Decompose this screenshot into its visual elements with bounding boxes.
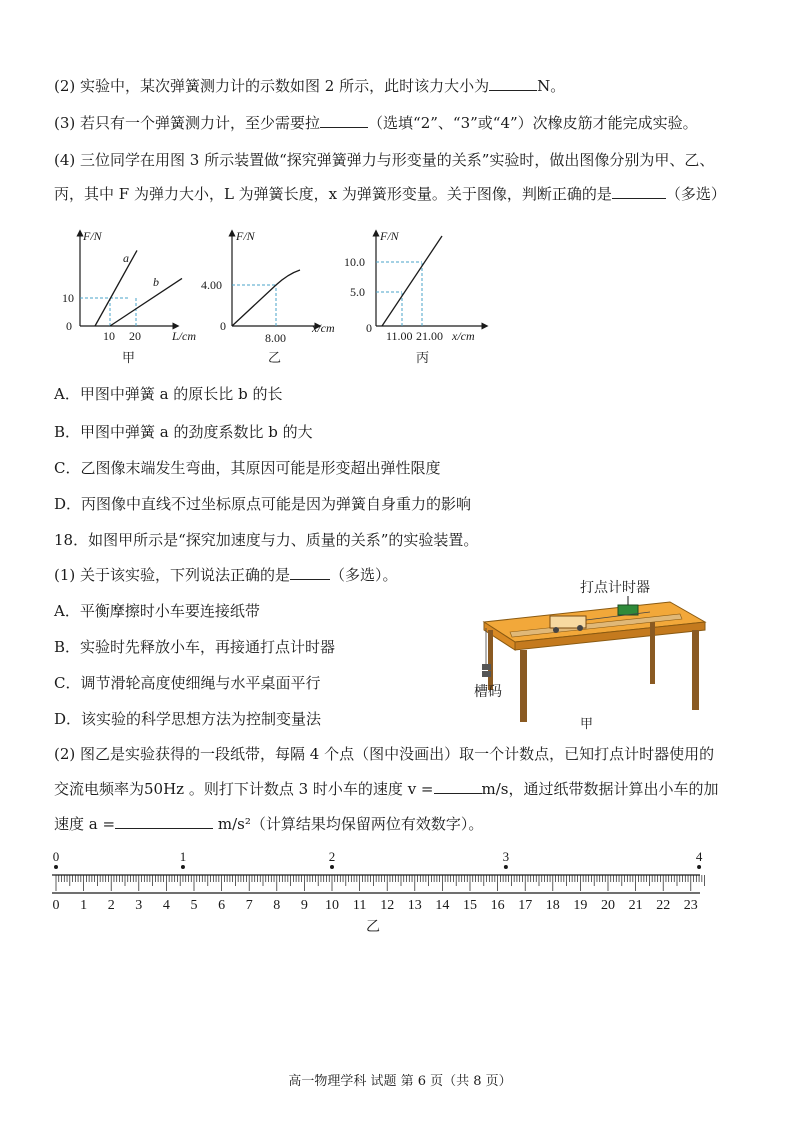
line (382, 236, 442, 326)
x-tick: 21.00 (416, 329, 443, 343)
ruler-label: 10 (325, 898, 339, 913)
ruler-label: 4 (162, 898, 170, 913)
ruler-label: 16 (490, 898, 505, 913)
graph-caption: 甲 (122, 350, 136, 365)
table-leg (488, 630, 493, 690)
count-point-label: 4 (695, 849, 703, 864)
line-a-label: a (123, 251, 129, 265)
table-leg (692, 630, 699, 710)
count-point-label: 1 (179, 849, 187, 864)
line-b (110, 278, 182, 326)
ruler-label: 11 (352, 898, 367, 913)
ruler-label: 20 (601, 898, 615, 913)
answer-blank[interactable] (290, 565, 330, 580)
count-point (697, 865, 701, 869)
count-point-label: 2 (328, 849, 336, 864)
x-tick: 11.00 (386, 329, 413, 343)
y-tick: 10.0 (344, 255, 365, 269)
tape-ruler (40, 845, 720, 935)
y-label: F/N (380, 229, 399, 243)
graph-caption: 丙 (416, 350, 430, 365)
q18-option-c[interactable]: C．调节滑轮高度使细绳与水平桌面平行 (54, 674, 321, 692)
q18-stem: 18．如图甲所示是“探究加速度与力、质量的关系”的实验装置。 (54, 531, 479, 549)
weight-piece (482, 671, 491, 677)
ruler-label: 0 (52, 898, 60, 913)
q18-option-d[interactable]: D．该实验的科学思想方法为控制变量法 (54, 710, 322, 728)
q17-part4-line1: (4) 三位同学在用图 3 所示装置做“探究弹簧弹力与形变量的关系”实验时，做出图像分别为甲、乙、 (54, 151, 715, 169)
count-point (330, 865, 334, 869)
q17-option-b[interactable]: B．甲图中弹簧 a 的劲度系数比 b 的大 (54, 423, 313, 441)
q18-part2-line3: 速度 a = m/s²（计算结果均保留两位有效数字）。 (54, 815, 484, 833)
ruler-label: 1 (80, 898, 88, 913)
ruler-label: 13 (407, 898, 422, 913)
answer-blank[interactable] (434, 779, 482, 794)
ruler-label: 5 (190, 898, 198, 913)
q17-option-d[interactable]: D．丙图像中直线不过坐标原点可能是因为弹簧自身重力的影响 (54, 495, 472, 513)
cart-wheel (553, 627, 559, 633)
y-tick: 4.00 (201, 278, 222, 292)
ruler-label: 21 (628, 898, 643, 913)
weight-label: 槽码 (474, 685, 502, 700)
x-tick: 20 (129, 329, 141, 343)
ruler-label: 22 (656, 898, 671, 913)
y-label: F/N (236, 229, 255, 243)
x-tick: 8.00 (265, 331, 286, 345)
count-point (504, 865, 508, 869)
page-footer: 高一物理学科 试题 第 6 页（共 8 页） (288, 1074, 512, 1089)
q17-part4-line2: 丙，其中 F 为弹力大小，L 为弹簧长度，x 为弹簧形变量。关于图像，判断正确的是 （多选） (54, 185, 726, 203)
q17-option-c[interactable]: C．乙图像末端发生弯曲，其原因可能是形变超出弹性限度 (54, 459, 441, 477)
ruler-label: 9 (300, 898, 308, 913)
timer-label: 打点计时器 (580, 581, 650, 596)
table-leg (650, 622, 655, 684)
ruler-label: 12 (380, 898, 395, 913)
answer-blank[interactable] (612, 184, 666, 199)
line-b-label: b (153, 275, 159, 289)
apparatus-figure (470, 572, 730, 732)
tape-caption: 乙 (366, 920, 380, 935)
ruler-label: 8 (273, 898, 281, 913)
ruler-label: 15 (463, 898, 477, 913)
x-tick: 10 (103, 329, 115, 343)
q18-option-b[interactable]: B．实验时先释放小车，再接通打点计时器 (54, 638, 336, 656)
count-point-label: 0 (52, 849, 60, 864)
line-a (95, 250, 137, 326)
graph-caption: 乙 (268, 350, 282, 365)
ruler-label: 17 (518, 898, 533, 913)
x-label: x/cm (452, 329, 475, 343)
ruler-label: 18 (545, 898, 560, 913)
answer-blank[interactable] (115, 814, 213, 829)
y-tick: 10 (62, 291, 74, 305)
q18-option-a[interactable]: A．平衡摩擦时小车要连接纸带 (54, 602, 260, 620)
curve (232, 270, 300, 326)
count-point-label: 3 (502, 849, 510, 864)
q17-option-a[interactable]: A．甲图中弹簧 a 的原长比 b 的长 (54, 385, 283, 403)
x-label: x/cm (312, 321, 335, 335)
y-tick: 5.0 (350, 285, 365, 299)
q17-part2: (2) 实验中，某次弹簧测力计的示数如图 2 所示，此时该力大小为 N。 (54, 77, 566, 95)
figure-caption: 甲 (580, 716, 594, 731)
count-point (181, 865, 185, 869)
q18-part1: (1) 关于该实验，下列说法正确的是 （多选）。 (54, 566, 398, 584)
graph-jia (58, 228, 208, 368)
count-point (54, 865, 58, 869)
ruler-label: 2 (107, 898, 115, 913)
ruler-label: 23 (683, 898, 698, 913)
answer-blank[interactable] (489, 76, 537, 91)
ruler-label: 19 (573, 898, 588, 913)
origin-label: 0 (366, 321, 372, 335)
origin-label: 0 (220, 319, 226, 333)
q18-part2-line2: 交流电频率为50Hz 。则打下计数点 3 时小车的速度 v = m/s，通过纸带数据计算出小车的加 (54, 780, 719, 798)
q17-part3: (3) 若只有一个弹簧测力计，至少需要拉 （选填“2”、“3”或“4”）次橡皮筋才能完成实验。 (54, 114, 698, 132)
answer-blank[interactable] (320, 113, 368, 128)
ruler-label: 3 (135, 898, 143, 913)
graph-bing (340, 228, 510, 368)
x-label: L/cm (172, 329, 196, 343)
origin-label: 0 (66, 319, 72, 333)
y-label: F/N (83, 229, 102, 243)
q18-part2-line1: (2) 图乙是实验获得的一段纸带，每隔 4 个点（图中没画出）取一个计数点，已知打点计时器使用的 (54, 745, 715, 763)
ruler-label: 7 (245, 898, 253, 913)
ruler-label: 14 (435, 898, 450, 913)
cart-wheel (577, 625, 583, 631)
weight-piece (482, 664, 491, 670)
table-leg (520, 650, 527, 722)
ruler-label: 6 (218, 898, 226, 913)
